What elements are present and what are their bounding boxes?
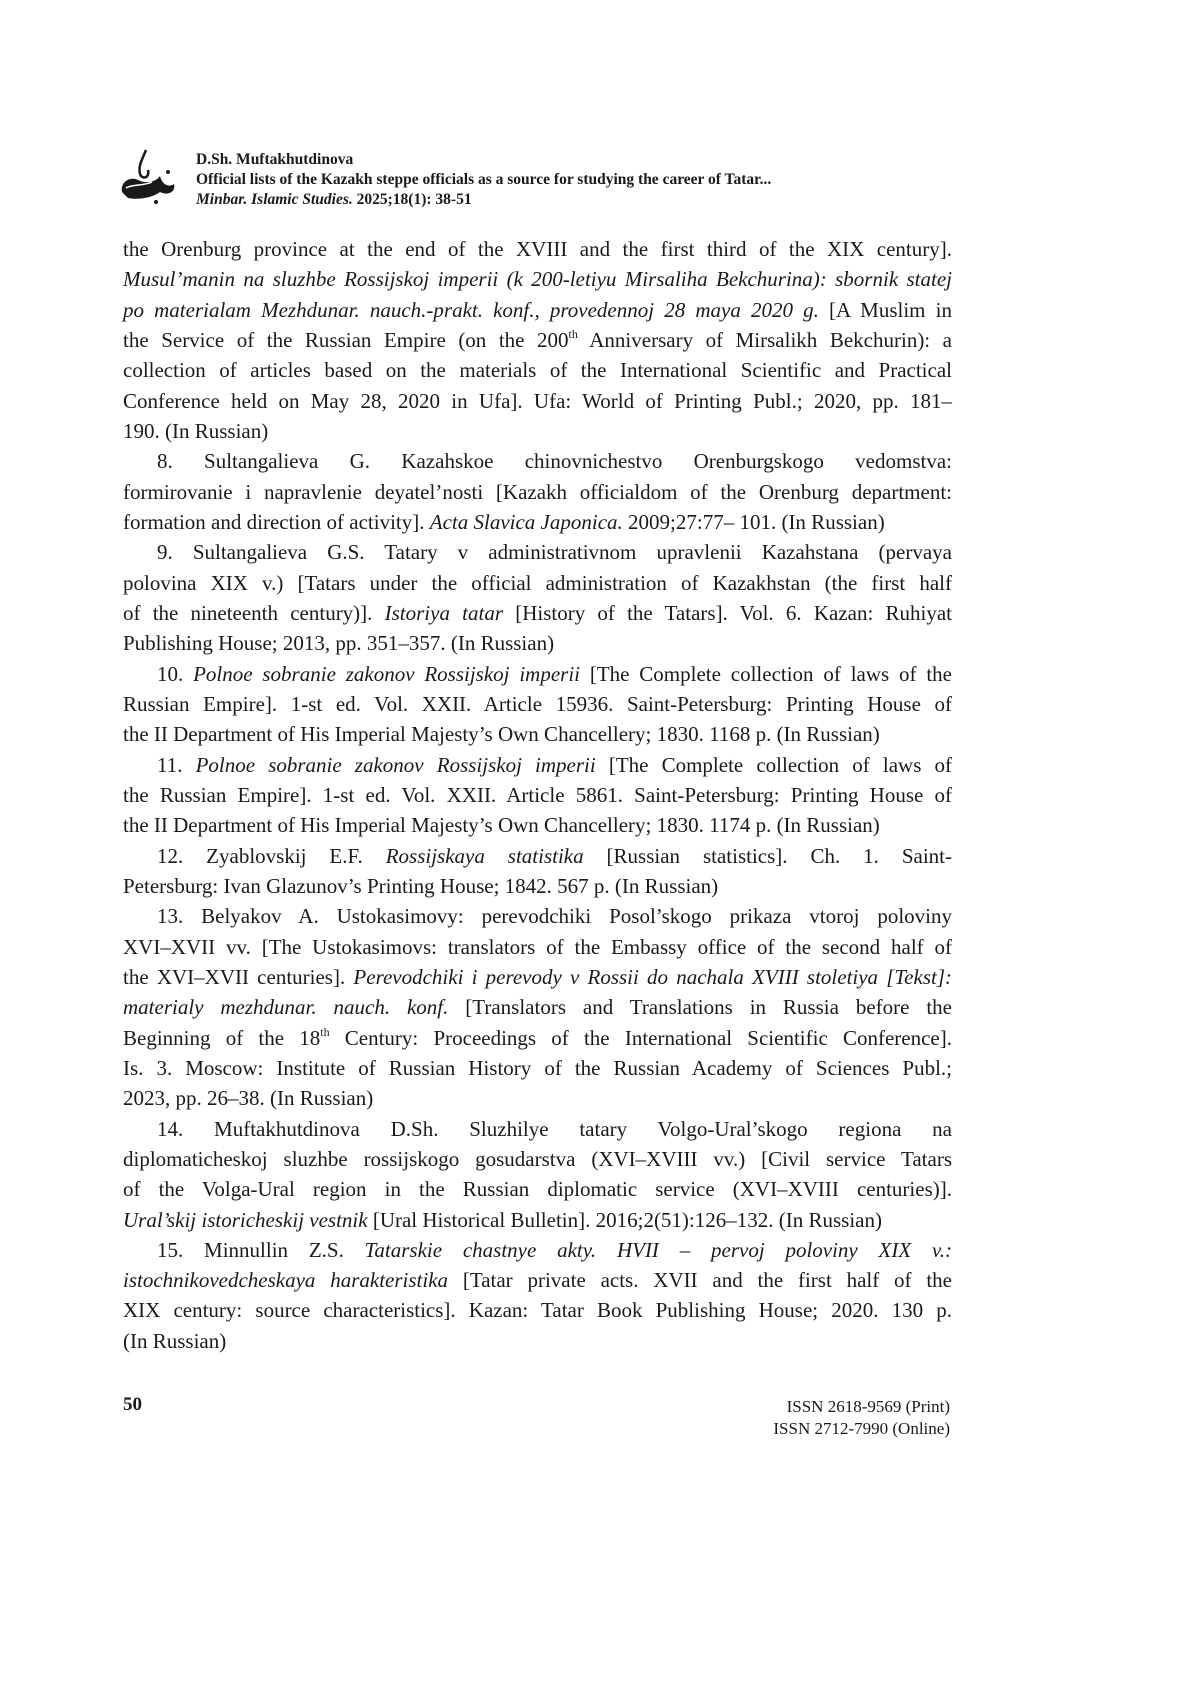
reference-line (123, 871, 952, 901)
reference-line (123, 386, 952, 416)
text-segment: 11. (157, 753, 196, 777)
text-segment: Publishing House; 2013, pp. 351–357. (In Russian) (123, 631, 554, 655)
issn-online: ISSN 2712-7990 (Online) (773, 1418, 950, 1440)
text-segment: [Russian statistics]. Ch. 1. Saint- (584, 844, 952, 868)
text-segment: [Tatar private acts. XVII and the first half of the (448, 1268, 952, 1292)
issn-block (773, 1396, 950, 1440)
header-article-title: Official lists of the Kazakh steppe officials as a source for studying the career of Tatar... (196, 170, 771, 190)
reference-item (123, 537, 952, 658)
italic-title: Rossijskaya statistika (386, 844, 584, 868)
text-segment: of the Volga-Ural region in the Russian diplomatic service (XVI–XVIII centuries)]. (123, 1177, 952, 1201)
italic-title: Ural’skij istoricheskij vestnik (123, 1208, 368, 1232)
text-segment: Petersburg: Ivan Glazunov’s Printing House; 1842. 567 p. (In Russian) (123, 874, 718, 898)
reference-line (123, 568, 952, 598)
reference-line (123, 901, 952, 931)
text-segment: the Service of the Russian Empire (on the 200 (123, 328, 569, 352)
reference-item (123, 1114, 952, 1235)
text-segment: Beginning of the 18 (123, 1026, 320, 1050)
text-segment: polovina XIX v.) [Tatars under the official administration of Kazakhstan (the first half (123, 571, 952, 595)
header-journal: Minbar. Islamic Studies. (196, 191, 353, 208)
running-header (196, 150, 771, 210)
reference-item (123, 841, 952, 902)
reference-line (123, 841, 952, 871)
header-author: D.Sh. Muftakhutdinova (196, 150, 771, 170)
header-volume: 2025;18(1): 38-51 (353, 191, 472, 208)
italic-title: Musul’manin na sluzhbe Rossijskoj imperii (k 200-letiyu Mirsaliha Bekchurina): sbornik statej (123, 267, 952, 291)
superscript: th (569, 327, 578, 341)
reference-line (123, 1144, 952, 1174)
text-segment: 14. Muftakhutdinova D.Sh. Sluzhilye tatary Volgo-Ural’skogo regiona na (157, 1117, 952, 1141)
text-segment: 2009;27:77– 101. (In Russian) (623, 510, 885, 534)
text-segment: the XVI–XVII centuries]. (123, 965, 353, 989)
reference-line (123, 750, 952, 780)
reference-line (123, 355, 952, 385)
reference-line (123, 962, 952, 992)
text-segment: 15. Minnullin Z.S. (157, 1238, 365, 1262)
text-segment: the Russian Empire]. 1-st ed. Vol. XXII. Article 5861. Saint-Petersburg: Printing House of (123, 783, 952, 807)
reference-line (123, 932, 952, 962)
reference-item (123, 446, 952, 537)
issn-print: ISSN 2618-9569 (Print) (773, 1396, 950, 1418)
reference-line (123, 810, 952, 840)
text-segment: 8. Sultangalieva G. Kazahskoe chinovnichestvo Orenburgskogo vedomstva: (157, 449, 952, 473)
text-segment: Anniversary of Mirsalikh Bekchurin): a (578, 328, 952, 352)
superscript: th (320, 1025, 329, 1039)
reference-line (123, 1023, 952, 1053)
text-segment: the II Department of His Imperial Majesty’s Own Chancellery; 1830. 1168 p. (In Russian) (123, 722, 880, 746)
text-segment: [The Complete collection of laws of the (580, 662, 952, 686)
reference-line (123, 537, 952, 567)
reference-line (123, 992, 952, 1022)
text-segment: Century: Proceedings of the International Scientific Conference]. (330, 1026, 952, 1050)
text-segment: formirovanie i napravlenie deyatel’nosti [Kazakh officialdom of the Orenburg department: (123, 480, 952, 504)
text-segment: XIX century: source characteristics]. Kazan: Tatar Book Publishing House; 2020. 130 p. (123, 1298, 952, 1322)
italic-title: Perevodchiki i perevody v Rossii do nachala XVIII stoletiya [Tekst]: (353, 965, 952, 989)
text-segment: 190. (In Russian) (123, 419, 268, 443)
text-segment: [Translators and Translations in Russia before the (448, 995, 952, 1019)
text-segment: the II Department of His Imperial Majesty’s Own Chancellery; 1830. 1174 p. (In Russian) (123, 813, 880, 837)
reference-line (123, 1205, 952, 1235)
text-segment: Conference held on May 28, 2020 in Ufa]. Ufa: World of Printing Publ.; 2020, pp. 181– (123, 389, 952, 413)
text-segment: Russian Empire]. 1-st ed. Vol. XXII. Article 15936. Saint-Petersburg: Printing House of (123, 692, 952, 716)
text-segment: Is. 3. Moscow: Institute of Russian History of the Russian Academy of Sciences Publ.; (123, 1056, 952, 1080)
text-segment: [History of the Tatars]. Vol. 6. Kazan: Ruhiyat (503, 601, 952, 625)
text-segment: [A Muslim in (819, 298, 952, 322)
reference-line (123, 1174, 952, 1204)
reference-line (123, 1053, 952, 1083)
text-segment: XVI–XVII vv. [The Ustokasimovs: translators of the Embassy office of the second half of (123, 935, 952, 959)
reference-line (123, 1326, 952, 1356)
text-segment: [The Complete collection of laws of (596, 753, 952, 777)
reference-item (123, 901, 952, 1113)
reference-item (123, 659, 952, 750)
text-segment: 2023, pp. 26–38. (In Russian) (123, 1086, 373, 1110)
reference-line (123, 416, 952, 446)
reference-line (123, 507, 952, 537)
text-segment: 10. (157, 662, 193, 686)
reference-line (123, 628, 952, 658)
italic-title: materialy mezhdunar. nauch. konf. (123, 995, 448, 1019)
italic-title: Polnoe sobranie zakonov Rossijskoj imperii (193, 662, 580, 686)
reference-line (123, 1083, 952, 1113)
italic-title: po materialam Mezhdunar. nauch.-prakt. konf., provedennoj 28 maya 2020 g. (123, 298, 819, 322)
text-segment: diplomaticheskoj sluzhbe rossijskogo gosudarstva (XVI–XVIII vv.) [Civil service Tatars (123, 1147, 952, 1171)
reference-item (123, 750, 952, 841)
text-segment: 12. Zyablovskij E.F. (157, 844, 386, 868)
reference-line (123, 1295, 952, 1325)
reference-line (123, 446, 952, 476)
reference-item (123, 234, 952, 446)
reference-line (123, 689, 952, 719)
reference-line (123, 1235, 952, 1265)
reference-line (123, 780, 952, 810)
text-segment: formation and direction of activity]. (123, 510, 430, 534)
text-segment: (In Russian) (123, 1329, 226, 1353)
page-number: 50 (123, 1394, 142, 1416)
text-segment: 13. Belyakov A. Ustokasimovy: perevodchiki Posol’skogo prikaza vtoroj poloviny (157, 904, 952, 928)
reference-line (123, 659, 952, 689)
reference-line (123, 1265, 952, 1295)
italic-title: Acta Slavica Japonica. (430, 510, 623, 534)
reference-list (123, 234, 952, 1356)
text-segment: the Orenburg province at the end of the XVIII and the first third of the XIX century]. (123, 237, 952, 261)
italic-title: Polnoe sobranie zakonov Rossijskoj imperii (196, 753, 596, 777)
text-segment: [Ural Historical Bulletin]. 2016;2(51):126–132. (In Russian) (368, 1208, 882, 1232)
header-citation (196, 190, 771, 210)
reference-line (123, 598, 952, 628)
reference-line (123, 264, 952, 294)
reference-line (123, 719, 952, 749)
journal-logo-icon (116, 148, 182, 206)
reference-line (123, 295, 952, 325)
reference-item (123, 1235, 952, 1356)
reference-line (123, 477, 952, 507)
text-segment: collection of articles based on the materials of the International Scientific and Practical (123, 358, 952, 382)
reference-line (123, 1114, 952, 1144)
text-segment: 9. Sultangalieva G.S. Tatary v administrativnom upravlenii Kazahstana (pervaya (157, 540, 952, 564)
italic-title: Tatarskie chastnye akty. HVII – pervoj poloviny XIX v.: (365, 1238, 952, 1262)
reference-line (123, 234, 952, 264)
italic-title: Istoriya tatar (385, 601, 503, 625)
text-segment: of the nineteenth century)]. (123, 601, 385, 625)
reference-line (123, 325, 952, 355)
italic-title: istochnikovedcheskaya harakteristika (123, 1268, 448, 1292)
